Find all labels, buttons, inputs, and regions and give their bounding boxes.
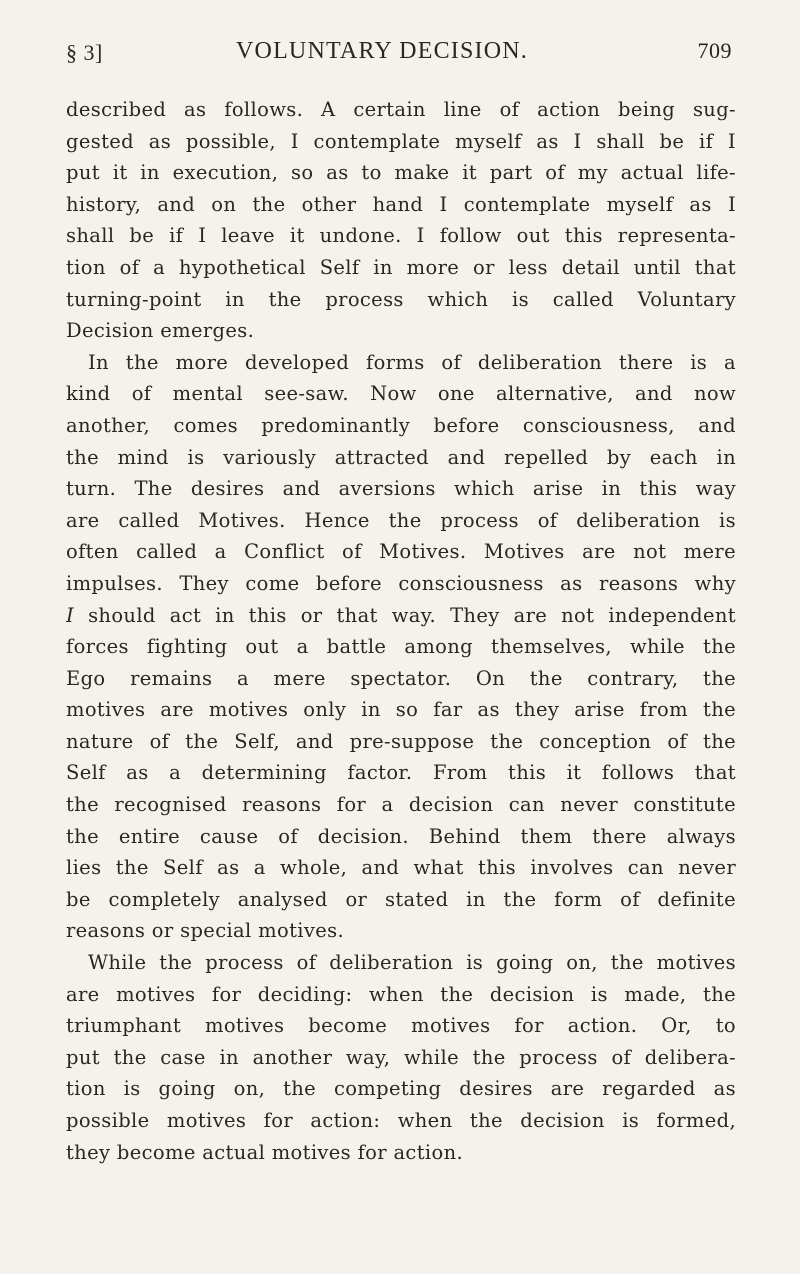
text-line: motives are motives only in so far as they arise from the [66, 698, 736, 722]
text-line: put the case in another way, while the process of delibera- [66, 1045, 736, 1069]
text-line: Decision emerges. [66, 319, 255, 343]
body-text [66, 94, 736, 1168]
text-line: put it in execution, so as to make it part of my actual life- [66, 161, 736, 185]
text-line: the mind is variously attracted and repelled by each in [66, 445, 736, 469]
text-line: the recognised reasons for a decision can never constitute [66, 793, 736, 817]
text-line: tion of a hypothetical Self in more or less detail until that [66, 255, 736, 279]
text-line: nature of the Self, and pre-suppose the conception of the [66, 729, 736, 753]
text-line: In the more developed forms of deliberation there is a [88, 350, 736, 374]
text-line: are motives for deciding: when the decision is made, the [66, 982, 736, 1006]
text-line: Ego remains a mere spectator. On the contrary, the [66, 666, 736, 690]
page-number: 709 [697, 38, 732, 63]
text-line: triumphant motives become motives for action. Or, to [66, 1014, 736, 1038]
text-line: be completely analysed or stated in the form of definite [66, 887, 736, 911]
text-line: forces fighting out a battle among themselves, while the [66, 635, 736, 659]
text-line: While the process of deliberation is going on, the motives [88, 951, 736, 975]
text-line: shall be if I leave it undone. I follow out this representa- [66, 224, 736, 248]
text-line: they become actual motives for action. [66, 1140, 464, 1164]
text-line: another, comes predominantly before consciousness, and [66, 413, 736, 437]
text-line: Self as a determining factor. From this it follows that [66, 761, 736, 785]
text-line: reasons or special motives. [66, 919, 345, 943]
text-line: turn. The desires and aversions which arise in this way [66, 477, 736, 501]
text-line: the entire cause of decision. Behind them there always [66, 824, 736, 848]
text-line: kind of mental see-saw. Now one alternative, and now [66, 382, 736, 406]
text-line: turning-point in the process which is called Voluntary [66, 287, 736, 311]
running-title: VOLUNTARY DECISION. [236, 38, 528, 64]
text-line: gested as possible, I contemplate myself as I shall be if I [66, 129, 736, 153]
text-line: tion is going on, the competing desires are regarded as [66, 1077, 736, 1101]
text-line: I should act in this or that way. They are not independent [66, 603, 736, 627]
text-line: described as follows. A certain line of action being sug- [66, 98, 736, 121]
running-head [66, 34, 736, 74]
text-line: are called Motives. Hence the process of deliberation is [66, 508, 736, 532]
text-line: possible motives for action: when the decision is formed, [66, 1109, 736, 1132]
text-line: lies the Self as a whole, and what this involves can never [66, 856, 736, 880]
text-line: history, and on the other hand I contemplate myself as I [66, 192, 736, 216]
text-line: impulses. They come before consciousness as reasons why [66, 571, 736, 595]
text-line: often called a Conflict of Motives. Motives are not mere [66, 540, 736, 564]
section-reference: § 3] [66, 40, 103, 65]
italic-word: I [66, 603, 75, 627]
